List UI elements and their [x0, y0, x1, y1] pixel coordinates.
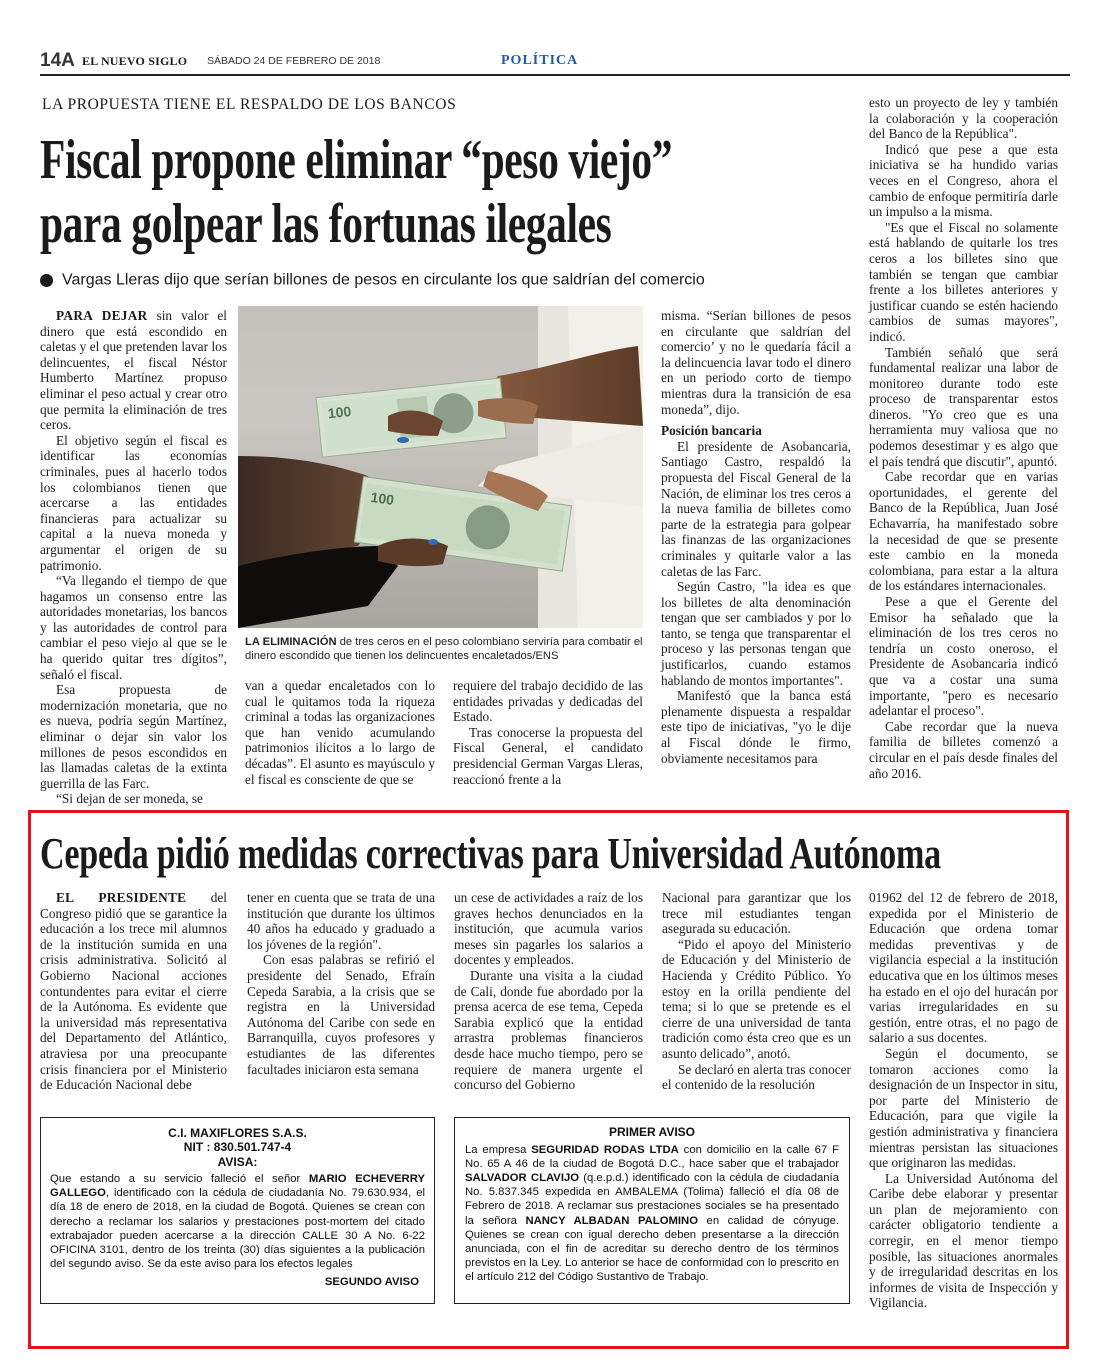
paragraph: “Va llegando el tiempo de que hagamos un consenso entre las autoridades monetarias, los bancos y las autoridades de control para cambiar el peso viejo al que se le ha querido quitar tres dígitos”, señaló el fiscal. — [40, 573, 227, 682]
paragraph: “Pido el apoyo del Ministerio de Educación y del Ministerio de Hacienda y Crédito Público. Yo estoy en la orilla pendiente del tema; si lo que se pretende es el cierre de una universidad de tanta tradición como ésta creo que es un asunto delicado”, anotó. — [662, 936, 851, 1061]
paragraph: Indicó que pese a que esta iniciativa se ha hundido varias veces en el Congreso, ahora el cambio de enfoque permitiría darle un impulso a la misma. — [869, 141, 1058, 220]
page-number: 14A — [40, 50, 75, 71]
notice-footer: SEGUNDO AVISO — [324, 1275, 419, 1288]
notice-nit: NIT : 830.501.747-4 — [183, 1140, 292, 1155]
story1-column-1 — [40, 308, 227, 807]
deck-text: Vargas Lleras dijo que serían billones de pesos en circulante los que saldrían del comercio — [62, 271, 705, 289]
story1-column-3 — [453, 678, 643, 787]
story2-column-3 — [454, 890, 643, 1093]
paragraph: “Si dejan de ser moneda, se — [56, 791, 203, 807]
paragraph: Cabe recordar que en varias oportunidades, el gerente del Banco de la República, Juan José Echavarría, ha manifestado sobre la necesidad de que se presente este cambio en la moneda colombiana, para estar a la altura de los estándares internacionales. — [869, 469, 1058, 594]
paragraph: del Congreso pidió que se garantice la educación a los trece mil alumnos de la institución sumida en una crisis administrativa. Solicitó al Gobierno Nacional acciones contundentes para evitar el cierre de la Autónoma. Es evidente que la universidad más representativa del Departamento del Atlántico, atraviesa por una preocupante crisis financiera por el Ministerio de Educación Nacional debe — [40, 890, 227, 1093]
headline — [40, 128, 673, 256]
photo-caption — [245, 635, 645, 663]
notice-body: La empresa SEGURIDAD RODAS LTDA con domicilio en la calle 67 F No. 65 A 46 de la ciudad de Bogotá D.C., hace saber que el trabajador SALVADOR CLAVIJO (q.e.p.d.) identificado con la cédula de ciudadanía No. 5.837.345 expedida en AMBALEMA (Tolima) falleció el día 08 de Febrero de 2018. A reclamar sus prestaciones sociales se ha presentado la señora NANCY ALBADAN PALOMINO en calidad de cónyuge. Quienes se crean con igual derecho deben presentarse a la dirección anunciada, con el fin de acreditar su derecho dentro de los términos previstos en la Ley. Lo anterior se hace de conformidad con lo prescrito en el artículo 212 del Código Sustantivo de Trabajo. — [465, 1144, 840, 1283]
paragraph: "Es que el Fiscal no solamente está hablando de quitarle los tres ceros a los billetes sino que también se tengan que cambiar frente a los billetes anteriores y justificar cuando se estén haciendo cambios de sumas mayores", indicó. — [869, 219, 1058, 344]
paragraph: requiere del trabajo decidido de las entidades privadas y dedicadas del Estado. — [453, 678, 643, 725]
story2-column-1 — [40, 890, 227, 1093]
photo-illustration — [238, 306, 643, 628]
photo-caption-text: de tres ceros en el peso colombiano serviría para combatir el dinero escondido que tienen los delincuentes encaletados/ENS — [245, 636, 643, 662]
paragraph: Según Castro, "la idea es que los billetes de alta denominación tengan que ser cambiados y por lo tanto, se tenga que transparentar el proceso y las personas tengan que justificarlos, cuando estamos hablando de montos importantes". — [661, 579, 851, 688]
kicker: LA PROPUESTA TIENE EL RESPALDO DE LOS BANCOS — [42, 96, 457, 113]
banknote-denomination-2: 100 — [369, 488, 396, 508]
paragraph: La Universidad Autónoma del Caribe debe elaborar y presentar un plan de mejoramiento con carácter obligatorio tendiente a corregir, en el menor tiempo posible, las situaciones anormales y de irregularidad descritas en los informes de visita de Inspección y Vigilancia. — [869, 1170, 1058, 1311]
paragraph: un cese de actividades a raíz de los graves hechos denunciados en la institución, que acumula varios meses sin pagarles los salarios a docentes y empleados. — [454, 890, 643, 968]
paragraph: Esa propuesta de modernización monetaria, que no es nueva, podría según Martínez, eliminar o dejar sin valor los millones de pesos escondidos en las llamadas caletas de la extinta guerrilla de las Farc. — [40, 682, 227, 791]
story2-column-2 — [247, 890, 435, 1077]
paragraph: Manifestó que la banca está plenamente dispuesta a respaldar este tipo de iniciativas, "yo le dije al Fiscal dónde le firmo, obviamente necesitamos para — [661, 688, 851, 766]
photo-caption-lead: LA ELIMINACIÓN — [245, 636, 337, 648]
paragraph: Se declaró en alerta tras conocer el contenido de la resolución — [662, 1061, 851, 1093]
notice-body: Que estando a su servicio falleció el señor MARIO ECHEVERRY GALLEGO, identificado con la cédula de ciudadanía No. 79.630.934, el día 18 de enero de 2018, en la ciudad de Bogotá. Quienes se crean con derecho a reclamar los salarios y prestaciones post-mortem del citado extrabajador pueden acercarse a la dirección CALLE 30 A No. 6-22 OFICINA 3101, dentro de los treinta (30) días siguientes a la publicación del segundo aviso. Se da este aviso para los efectos legales — [50, 1173, 425, 1270]
paragraph: esto un proyecto de ley y también la colaboración y la cooperación del Banco de la República". — [869, 95, 1058, 142]
paragraph: Nacional para garantizar que los trece mil estudiantes tengan asegurada su educación. — [662, 890, 851, 937]
runin-lead: PARA DEJAR — [56, 308, 148, 323]
story2-column-4 — [662, 890, 851, 1093]
paragraph: van a quedar encaletados con lo cual le quitamos toda la riqueza criminal a todas las organizaciones que han venido acumulando patrimonios ilícitos a lo largo de décadas”. El asunto es mayúsculo y el fiscal es consciente de que se — [245, 678, 435, 787]
story2-column-5 — [869, 890, 1058, 1311]
notice-heading: PRIMER AVISO — [608, 1125, 695, 1139]
masthead — [40, 50, 1070, 74]
masthead-rule — [40, 74, 1070, 76]
headline-line-2: para golpear las fortunas ilegales — [40, 193, 612, 255]
notice-company: C.I. MAXIFLORES S.A.S. — [168, 1126, 307, 1140]
story1-column-2 — [245, 678, 435, 787]
banknote-denomination-1: 100 — [326, 402, 352, 422]
paragraph: El presidente de Asobancaria, Santiago Castro, respaldó la propuesta del Fiscal General de la Nación, de eliminar los tres ceros a la nueva familia de billetes como parte de la estrategia para golpear las finanzas de las organizaciones criminales y quitarle valor a las caletas de las Farc. — [661, 438, 851, 579]
paragraph: Según el documento, se tomaron acciones como la designación de un Inspector in situ, por parte del Ministerio de Educación, para que vigile la gestión administrativa y financiera mientras persistan las situaciones que originaron las medidas. — [869, 1045, 1058, 1171]
paper-name: EL NUEVO SIGLO — [82, 54, 188, 68]
headline-line-1: Fiscal propone eliminar “peso viejo” — [40, 129, 673, 191]
story2-headline: Cepeda pidió medidas correctivas para Universidad Autónoma — [40, 829, 941, 878]
legal-notice-seguridad-rodas — [454, 1117, 850, 1304]
edition-date: SÁBADO 24 DE FEBRERO DE 2018 — [207, 55, 381, 67]
notice-heading: AVISA: — [217, 1155, 258, 1170]
bullet-icon — [40, 274, 53, 287]
paragraph: Tras conocerse la propuesta del Fiscal General, el candidato presidencial German Vargas Lleras, reaccionó frente a la — [453, 724, 643, 787]
runin-lead: EL PRESIDENTE — [56, 890, 187, 905]
paragraph: Durante una visita a la ciudad de Cali, donde fue abordado por la prensa acerca de ese tema, Cepeda Sarabia explicó que la entidad arrastra problemas financieros desde hace mucho tiempo, pero se requiere de manera urgente el concurso del Gobierno — [454, 967, 643, 1093]
paragraph: tener en cuenta que se trata de una institución que durante los últimos 40 años ha educado y graduado a los jóvenes de la región". — [247, 890, 435, 952]
photo — [238, 306, 643, 628]
paragraph: También señaló que será fundamental realizar una labor de monitoreo durante todo este proceso de transparentar estos dineros. "Yo creo que es una herramienta muy valiosa que no podemos desestimar y es algo que el país tendrá que discutir", apuntó. — [869, 344, 1058, 469]
story1-column-4 — [661, 308, 851, 766]
paragraph: Cabe recordar que la nueva familia de billetes comenzó a circular en el país desde finales del año 2016. — [869, 718, 1058, 781]
deck — [40, 271, 860, 289]
paragraph: sin valor el dinero que está escondido en caletas y el que pretenden lavar los delincuentes, el fiscal Néstor Humberto Martínez propuso eliminar el peso actual y crear otro que permita la eliminación de tres ceros. — [40, 308, 228, 433]
legal-notice-maxiflores — [40, 1117, 435, 1304]
paragraph: El objetivo según el fiscal es identificar las economías criminales, pues al hacerlo todos los colombianos tienen que acercarse a las entidades financieras para actualizar su capital a la nueva moneda y argumentar el origen de su patrimonio. — [40, 432, 227, 573]
subheading: Posición bancaria — [661, 423, 762, 439]
section-label: POLÍTICA — [501, 53, 579, 68]
paragraph: 01962 del 12 de febrero de 2018, expedida por el Ministerio de Educación que ordena tomar medidas preventivas y de vigilancia especial a la institución educativa que en los últimos meses ha estado en el ojo del huracán por varias irregularidades en su gestión, entre otras, el no pago de salario a sus docentes. — [869, 890, 1058, 1046]
paragraph: Pese a que el Gerente del Emisor ha señalado que la eliminación de los tres ceros no tendría un costo oneroso, el Presidente de Asobancaria indicó que va a costar una suma importante, "pero es necesario adelantar el proceso". — [869, 594, 1058, 719]
paragraph: Con esas palabras se refirió el presidente del Senado, Efraín Cepeda Sarabia, a la crisis que se registra en la Universidad Autónoma del Caribe con sede en Barranquilla, cuyos profesores y estudiantes de las diferentes facultades iniciaron esta semana — [247, 952, 435, 1077]
story1-column-5 — [869, 95, 1058, 781]
paragraph: misma. “Serían billones de pesos en circulante que saldrían del comercio’ y no le quedaría fácil a la delincuencia lavar todo el dinero en un periodo corto de tiempo mientras dura la transición de esa moneda”, dijo. — [661, 308, 851, 417]
